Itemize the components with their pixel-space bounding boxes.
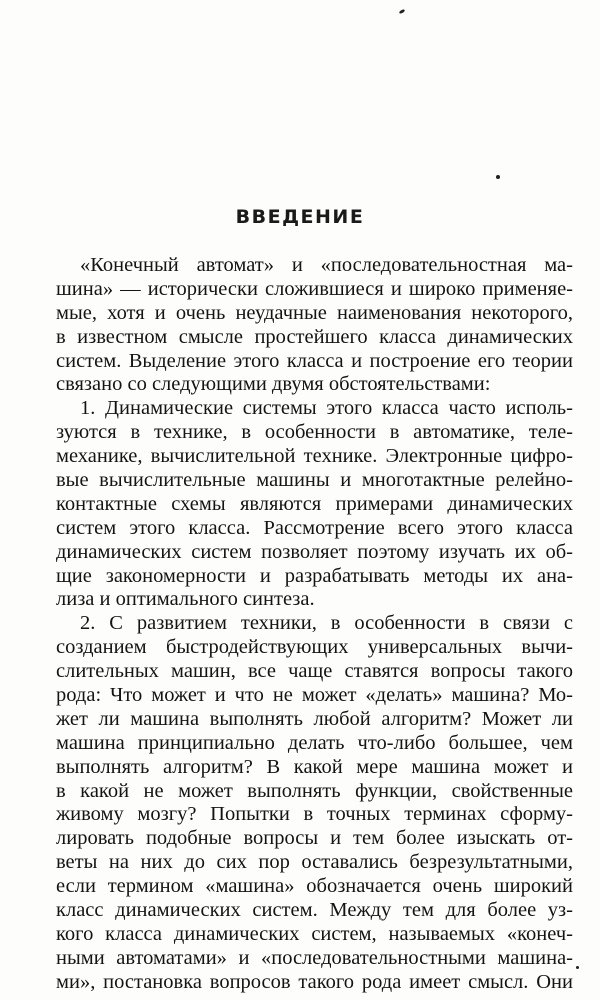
- text-line: 2. С развитием техники, в особенности в связи с: [80, 612, 573, 635]
- text-line: кого класса динамических систем, называемых «конеч-: [56, 922, 573, 945]
- text-line: систем. Выделение этого класса и построение его теории: [56, 349, 573, 372]
- text-line: ми», постановка вопросов такого рода имеет смысл. Они: [56, 970, 573, 993]
- text-line: лировать подобные вопросы и тем более изыскать от-: [56, 827, 573, 850]
- text-line: рода: Что может и что не может «делать» машина? Мо-: [56, 684, 573, 707]
- text-line: «Конечный автомат» и «последовательностная ма-: [80, 254, 573, 276]
- text-line: вые вычислительные машины и многотактные релейно-: [56, 469, 573, 492]
- text-line: выполнять алгоритм? В какой мере машина может и: [56, 755, 573, 778]
- scan-speck: [576, 966, 579, 969]
- chapter-heading: ВВЕДЕНИЕ: [235, 206, 365, 228]
- body-text: [56, 254, 573, 995]
- text-line: 1. Динамические системы этого класса часто исполь-: [80, 397, 573, 420]
- text-line: щие закономерности и разрабатывать методы их ана-: [56, 564, 573, 587]
- text-line: лиза и оптимального синтеза.: [56, 588, 315, 611]
- text-line: связано со следующими двумя обстоятельствами:: [56, 373, 491, 396]
- text-line: шина» — исторически сложившиеся и широко применяе-: [56, 277, 573, 300]
- text-line: созданием быстродействующих универсальных вычи-: [56, 636, 573, 659]
- text-line: жет ли машина выполнять любой алгоритм? Может ли: [56, 707, 573, 730]
- text-line: если термином «машина» обозначается очень широкий: [56, 875, 573, 898]
- text-line: мые, хотя и очень неудачные наименования некоторого,: [56, 301, 573, 324]
- text-line: веты на них до сих пор оставались безрезультатными,: [56, 851, 573, 874]
- text-line: класс динамических систем. Между тем для более уз-: [56, 899, 573, 922]
- text-line: слительных машин, все чаще ставятся вопросы такого: [56, 660, 573, 683]
- text-line: контактные схемы являются примерами динамических: [56, 492, 573, 515]
- text-line: в известном смысле простейшего класса динамических: [56, 325, 573, 348]
- text-line: в какой не может выполнять функции, свойственные: [56, 779, 573, 802]
- text-line: зуются в технике, в особенности в автоматике, теле-: [56, 421, 573, 444]
- text-line: живому мозгу? Попытки в точных терминах сформу-: [56, 803, 573, 826]
- text-line: динамических систем позволяет поэтому изучать их об-: [56, 540, 573, 563]
- scan-speck: [399, 9, 406, 15]
- text-line: ными автоматами» и «последовательностными машина-: [56, 946, 573, 969]
- text-line: механике, вычислительной технике. Электронные цифро-: [56, 445, 573, 468]
- text-line: машина принципиально делать что-либо большее, чем: [56, 731, 573, 754]
- scan-speck: [496, 175, 500, 179]
- text-line: систем этого класса. Рассмотрение всего этого класса: [56, 516, 573, 539]
